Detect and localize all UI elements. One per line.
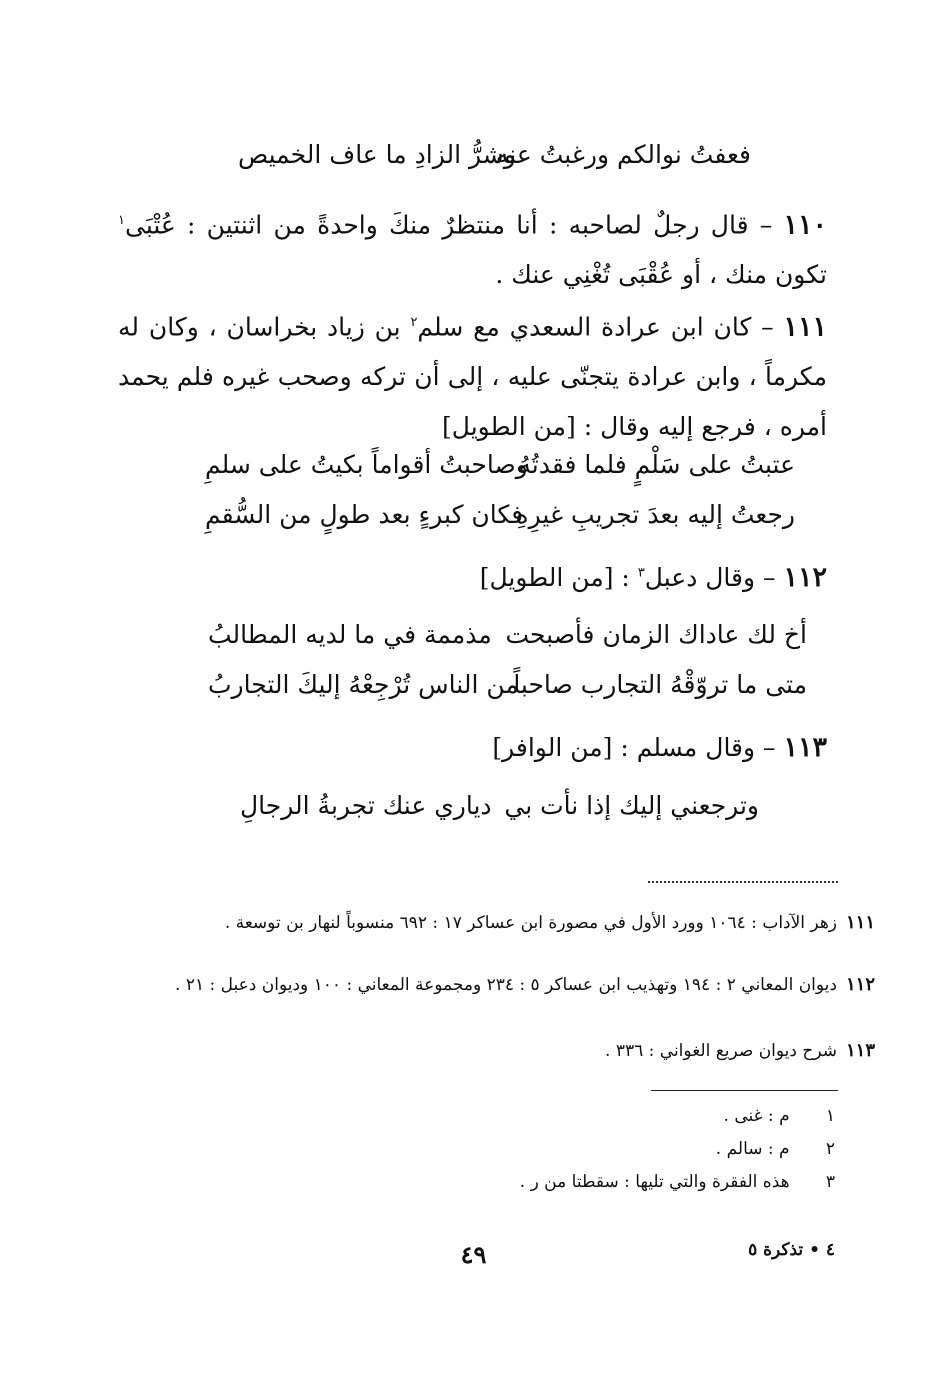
source-note-113 xyxy=(170,1036,875,1066)
paragraph-text-continued: تكون منك ، أو عُقْبَى تُغْنِي عنك . xyxy=(495,260,827,290)
source-note-112 xyxy=(170,970,875,1000)
entry-number: ١١٢ xyxy=(783,562,827,593)
source-text: ديوان المعاني ٢ : ١٩٤ وتهذيب ابن عساكر ٥ : ٢٣٤ ومجموعة المعاني : ١٠٠ وديوان دعبل : ٢١ . xyxy=(175,975,837,995)
verse-left-hemistich: فكان كبرءٍ بعد طولٍ من السُّقمِ xyxy=(205,500,524,529)
paragraph-111 xyxy=(118,298,827,452)
entry-number: ١١٣ xyxy=(783,732,827,763)
footnote-number: ٣ xyxy=(825,1172,835,1192)
paragraph-113 xyxy=(492,732,827,763)
verse-right-hemistich: رجعتُ إليه بعدَ تجريبِ غيرِهِ xyxy=(515,500,795,529)
footnote-3 xyxy=(520,1172,835,1192)
paragraph-text: – وقال دعبل xyxy=(644,563,776,592)
verse-right-hemistich: متى ما تروّقْهُ التجارب صاحباً xyxy=(513,670,807,699)
source-number: ١١٣ xyxy=(845,1040,875,1061)
entry-number: ١١١ xyxy=(783,311,827,343)
verse-left-hemistich: وصاحبتُ أقواماً بكيتُ على سلمِ xyxy=(205,450,528,479)
verse-right-hemistich: أخ لك عاداك الزمان فأصبحت xyxy=(505,620,807,649)
footnote-number: ١ xyxy=(825,1106,835,1126)
entry-number: ١١٠ xyxy=(783,209,827,241)
source-text: زهر الآداب : ١٠٦٤ وورد الأول في مصورة ابن عساكر ١٧ : ٦٩٢ منسوباً لنهار بن توسعة . xyxy=(224,913,837,933)
paragraph-text: – وقال مسلم : [من الوافر] xyxy=(492,733,776,762)
footnote-ref: ٣ xyxy=(637,565,645,581)
verse-top-right-hemistich: فعفتُ نوالكم ورغبتُ عنه xyxy=(495,140,751,169)
dotted-separator xyxy=(648,881,838,883)
paragraph-text: – قال رجلٌ لصاحبه : أنا منتظرٌ منكَ واحدةً من اثنتين : عُتْبَى xyxy=(124,210,773,240)
footnote-rule xyxy=(651,1090,838,1091)
source-number: ١١١ xyxy=(845,912,875,933)
footnote-text: م : غنى . xyxy=(723,1106,790,1126)
footnote-ref: ٢ xyxy=(410,315,418,330)
footnote-text: م : سالم . xyxy=(715,1139,790,1159)
footnote-text: هذه الفقرة والتي تليها : سقطتا من ر . xyxy=(519,1172,790,1192)
footnote-number: ٢ xyxy=(825,1139,835,1159)
source-text: شرح ديوان صريع الغواني : ٣٣٦ . xyxy=(605,1041,837,1061)
verse-right-hemistich: وترجعني إليك إذا نأت بي xyxy=(504,791,759,820)
paragraph-112 xyxy=(480,562,827,593)
footnote-ref: ١ xyxy=(118,213,125,228)
source-note-111 xyxy=(170,908,875,938)
paragraph-110 xyxy=(118,196,827,300)
printer-signature: ٤ • تذكرة ٥ xyxy=(748,1240,835,1260)
verse-right-hemistich: عتبتُ على سَلْمٍ فلما فقدتُهُ xyxy=(518,450,795,479)
paragraph-text: – كان ابن عرادة السعدي مع سلم xyxy=(417,312,774,342)
meter-label: : [من الطويل] xyxy=(479,563,630,592)
verse-left-hemistich: من الناس تُرْجِعْهُ إليكَ التجاربُ xyxy=(208,670,519,699)
verse-left-hemistich: دياري عنك تجربةُ الرجالِ xyxy=(240,791,492,820)
page-number: ٤٩ xyxy=(460,1240,487,1269)
verse-top-left-hemistich: وشرُّ الزادِ ما عاف الخميص xyxy=(238,140,516,169)
verse-left-hemistich: مذممة في ما لديه المطالبُ xyxy=(208,620,492,649)
footnote-1 xyxy=(724,1106,835,1126)
source-number: ١١٢ xyxy=(845,974,875,995)
paragraph-text-continued: بن زياد بخراسان ، وكان له مكرماً ، وابن عرادة يتجنّى عليه ، إلى أن تركه وصحب غيره فلم يحمد أمره ، فرجع إليه وقال : [من الطويل] xyxy=(118,312,827,442)
footnote-2 xyxy=(716,1139,835,1159)
